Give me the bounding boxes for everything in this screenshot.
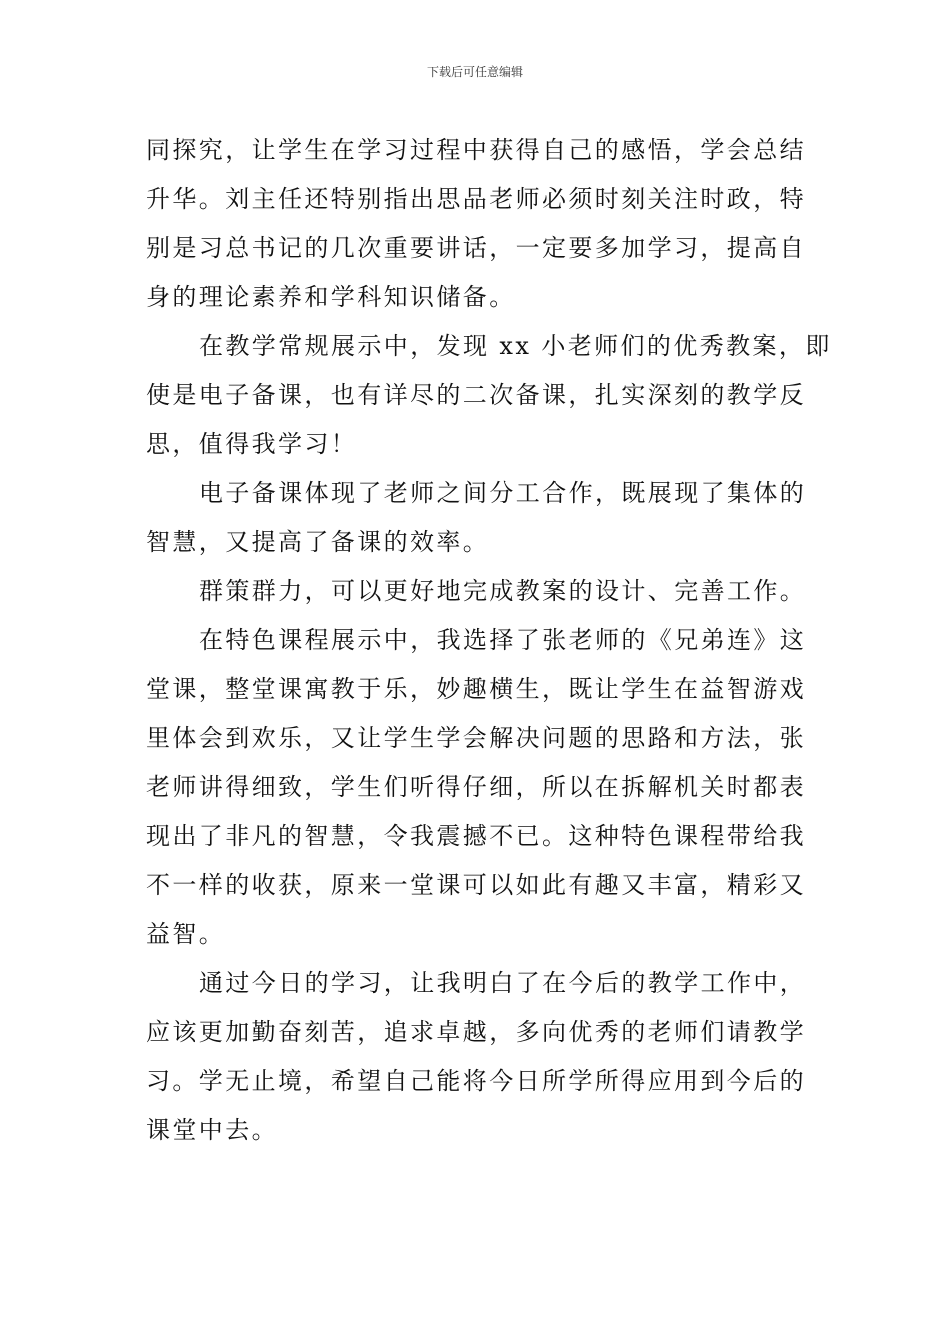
paragraph-1 (146, 126, 812, 322)
text-line: 智慧，又提高了备课的效率。 (146, 528, 490, 556)
paragraph-5 (146, 616, 812, 959)
text-line: 通过今日的学习，让我明白了在今后的教学工作中， (199, 969, 807, 997)
text-line: 老师讲得细致，学生们听得仔细，所以在拆解机关时都表 (146, 773, 806, 801)
text-line: 不一样的收获，原来一堂课可以如此有趣又丰富，精彩又 (146, 871, 806, 899)
text-line: 堂课，整堂课寓教于乐，妙趣横生，既让学生在益智游戏 (146, 675, 806, 703)
text-line: 现出了非凡的智慧，令我震撼不已。这种特色课程带给我 (146, 822, 806, 850)
text-line: 身的理论素养和学科知识储备。 (146, 283, 516, 311)
text-line: 在特色课程展示中，我选择了张老师的《兄弟连》这 (199, 626, 807, 654)
paragraph-6 (146, 959, 812, 1155)
text-line: 应该更加勤奋刻苦，追求卓越，多向优秀的老师们请教学 (146, 1018, 806, 1046)
text-line: 里体会到欢乐，又让学生学会解决问题的思路和方法，张 (146, 724, 806, 752)
text-line: 思，值得我学习！ (146, 430, 358, 458)
text-line: 益智。 (146, 920, 226, 948)
text-line: 习。学无止境，希望自己能将今日所学所得应用到今后的 (146, 1067, 806, 1095)
text-line: 使是电子备课，也有详尽的二次备课，扎实深刻的教学反 (146, 381, 806, 409)
paragraph-3 (146, 469, 812, 567)
text-line: 升华。刘主任还特别指出思品老师必须时刻关注时政，特 (146, 185, 806, 213)
text-line: 课堂中去。 (146, 1116, 278, 1144)
text-line: 别是习总书记的几次重要讲话，一定要多加学习，提高自 (146, 234, 806, 262)
paragraph-4 (146, 567, 812, 616)
document-body (146, 126, 832, 1155)
text-line: 群策群力，可以更好地完成教案的设计、完善工作。 (199, 577, 807, 605)
text-line: 电子备课体现了老师之间分工合作，既展现了集体的 (199, 479, 807, 507)
text-line: 同探究，让学生在学习过程中获得自己的感悟，学会总结 (146, 136, 806, 164)
page-header: 下载后可任意编辑 (426, 65, 523, 79)
text-line: 在教学常规展示中，发现 xx 小老师们的优秀教案，即 (199, 332, 832, 360)
paragraph-2 (146, 322, 832, 469)
